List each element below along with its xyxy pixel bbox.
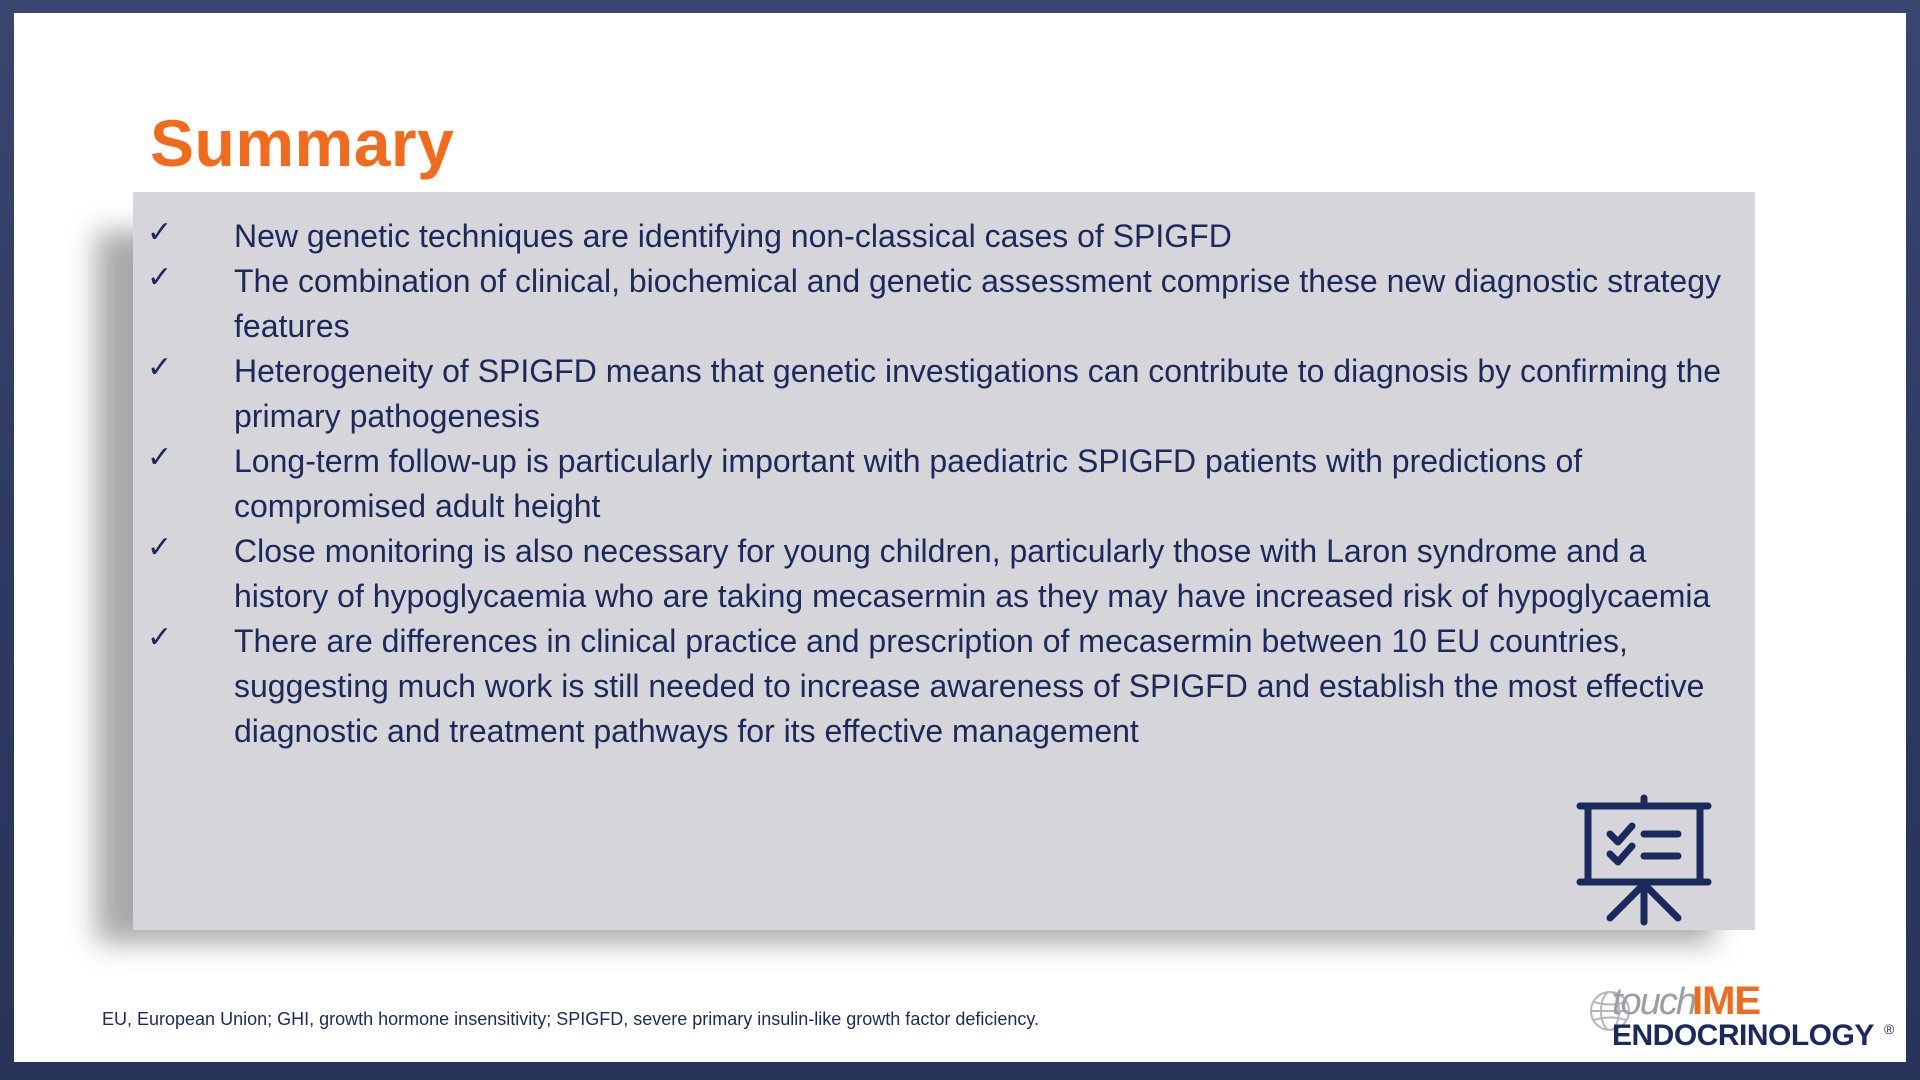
summary-item xyxy=(133,529,1755,619)
summary-list xyxy=(133,214,1755,754)
registered-mark: ® xyxy=(1884,1021,1895,1037)
summary-item xyxy=(133,349,1755,439)
slide xyxy=(14,13,1906,1062)
summary-item xyxy=(133,439,1755,529)
logo-touch-text: touch xyxy=(1612,981,1695,1023)
checkmark-icon: ✓ xyxy=(147,530,173,565)
slide-title: Summary xyxy=(150,106,455,180)
checkmark-icon: ✓ xyxy=(147,440,173,475)
checkmark-icon: ✓ xyxy=(147,215,173,250)
checkmark-icon: ✓ xyxy=(147,260,173,295)
summary-item-text: New genetic techniques are identifying non-classical cases of SPIGFD xyxy=(234,218,1232,254)
logo-ime-text: IME xyxy=(1692,979,1761,1023)
summary-item-text: Heterogeneity of SPIGFD means that genetic investigations can contribute to diagnosis by confirming the primary pathogenesis xyxy=(234,353,1722,434)
touchime-endocrinology-logo xyxy=(1578,971,1906,1051)
summary-item xyxy=(133,259,1755,349)
footnote: EU, European Union; GHI, growth hormone insensitivity; SPIGFD, severe primary insulin-like growth factor deficiency. xyxy=(102,1009,1040,1029)
summary-item-text: Close monitoring is also necessary for young children, particularly those with Laron syndrome and a history of hypoglycaemia who are taking mecasermin as they may have increased risk of hypoglycaemia xyxy=(234,533,1711,614)
summary-item-text: The combination of clinical, biochemical and genetic assessment comprise these new diagnostic strategy features xyxy=(234,263,1721,344)
summary-item-text: There are differences in clinical practice and prescription of mecasermin between 10 EU countries, suggesting much work is still needed to increase awareness of SPIGFD and establish the most effective diagnostic and treatment pathways for its effective management xyxy=(234,623,1705,749)
summary-panel xyxy=(133,192,1755,930)
summary-item xyxy=(133,214,1755,259)
checkmark-icon: ✓ xyxy=(147,620,173,655)
checkmark-icon: ✓ xyxy=(147,350,173,385)
summary-item-text: Long-term follow-up is particularly important with paediatric SPIGFD patients with predictions of compromised adult height xyxy=(234,443,1583,524)
presentation-board-checklist-icon xyxy=(1574,794,1714,926)
summary-item xyxy=(133,619,1755,754)
logo-endocrinology-text: ENDOCRINOLOGY xyxy=(1612,1019,1874,1052)
